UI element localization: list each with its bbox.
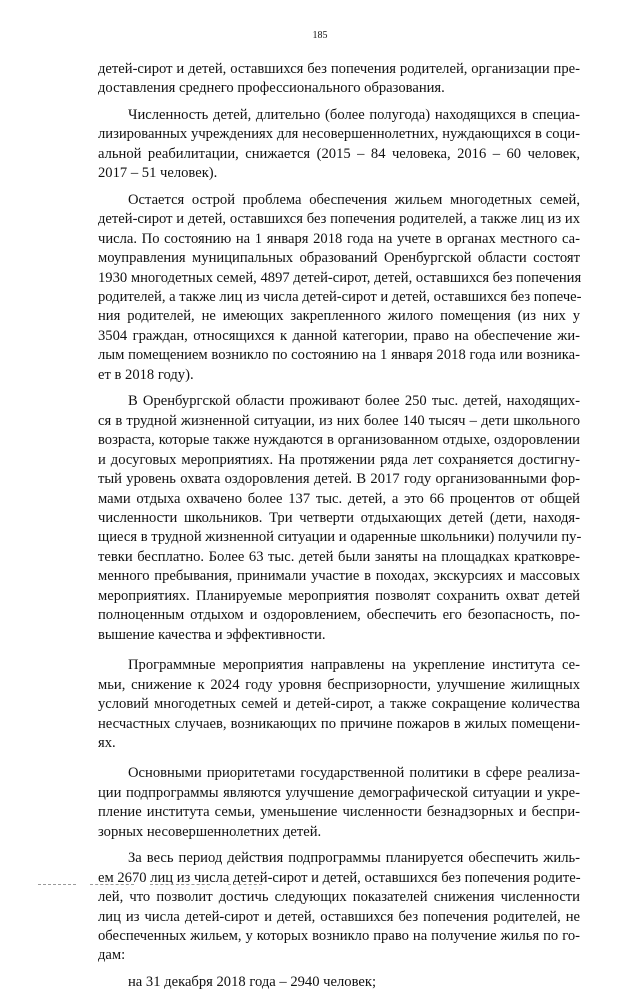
- text-line: ся в трудной жизненной ситуации, из них более 140 тысяч – дети школьного: [98, 412, 580, 429]
- text-line: детей-сирот и детей, оставшихся без попечения родителей, организации пре-: [98, 61, 580, 77]
- paragraph: [98, 392, 580, 645]
- paragraph-gap: [98, 184, 580, 191]
- paragraph: [98, 106, 580, 184]
- text-line: лизированных учреждениях для несовершеннолетних, нуждающихся в соци-: [98, 126, 580, 143]
- text-line: обеспеченных жильем, у которых возникло право на получение жилья по го-: [98, 928, 580, 945]
- paragraph: [98, 973, 580, 992]
- text-line: мероприятиях. Планируемые мероприятия позволят сохранить охват детей: [98, 587, 580, 604]
- paragraph: [98, 764, 580, 842]
- document-body: [98, 60, 580, 992]
- paragraph-gap: [98, 842, 580, 849]
- paragraph-gap: [98, 645, 580, 656]
- text-line: моуправления муниципальных образований Оренбургской области состоят: [98, 250, 580, 267]
- text-line: детей-сирот и детей, оставшихся без попечения родителей, а также лиц из их: [98, 211, 580, 228]
- text-line: Основными приоритетами государственной политики в сфере реализа-: [128, 765, 580, 782]
- text-line: За весь период действия подпрограммы планируется обеспечить жиль-: [128, 850, 580, 867]
- text-line: ции подпрограммы являются улучшение демографической ситуации и укре-: [98, 784, 580, 801]
- text-line: мами отдыха охвачено более 137 тыс. детей, а это 66 процентов от общей: [98, 490, 580, 507]
- text-line: ем 2670 лиц из числа детей-сирот и детей, оставшихся без попечения родите-: [98, 869, 581, 886]
- text-line: полноценным отдыхом и оздоровлением, обеспечить его безопасность, по-: [98, 607, 580, 624]
- text-line: зорных несовершеннолетних детей.: [98, 823, 322, 840]
- text-line: лей, что позволит достичь следующих показателей снижения численности: [98, 889, 580, 906]
- text-line: вышение качества и эффективности.: [98, 626, 326, 643]
- text-line: числа. По состоянию на 1 января 2018 года на учете в органах местного са-: [98, 230, 580, 247]
- text-line: лиц из числа детей-сирот и детей, оставшихся без попечения родителей, не: [98, 908, 580, 925]
- text-line: ния родителей, не имеющих закрепленного жилого помещения (из них у: [98, 308, 580, 325]
- text-line: возраста, которые также нуждаются в организованном отдыхе, оздоровлении: [98, 432, 580, 449]
- text-line: дам:: [98, 947, 126, 964]
- page-number: 185: [312, 30, 328, 41]
- text-line: 1930 многодетных семей, 4897 детей-сирот, детей, оставшихся без попечения: [98, 269, 582, 286]
- footer-mark: [90, 884, 134, 886]
- text-line: ет в 2018 году).: [98, 366, 194, 383]
- text-line: численности школьников. Три четверти отдыхающих детей (дети, находя-: [98, 509, 580, 526]
- text-line: тевки бесплатно. Более 63 тыс. детей были заняты на площадках кратковре-: [98, 548, 580, 565]
- text-line: мьи, снижение к 2024 году уровня беспризорности, улучшение жилищных: [98, 676, 580, 693]
- text-line: условий многодетных семей и детей-сирот, а также сокращение количества: [98, 696, 580, 713]
- text-line: ях.: [98, 734, 116, 751]
- text-line: Программные мероприятия направлены на укрепление института се-: [128, 657, 580, 674]
- paragraph: [98, 191, 580, 386]
- paragraph: [98, 656, 580, 753]
- text-line: несчастных случаев, возникающих по причине пожаров в жилых помещени-: [98, 715, 580, 732]
- text-line: доставления среднего профессионального образования.: [98, 80, 445, 97]
- paragraph: [98, 849, 580, 966]
- footer-mark: [228, 884, 262, 886]
- text-line: менного пребывания, принимали участие в походах, экскурсиях и массовых: [98, 568, 580, 585]
- paragraph-gap: [98, 753, 580, 764]
- paragraph-gap: [98, 385, 580, 392]
- paragraph-gap: [98, 966, 580, 973]
- text-line: 2017 – 51 человек).: [98, 165, 218, 182]
- footer-mark: [38, 884, 76, 886]
- paragraph-gap: [98, 99, 580, 106]
- text-line: лым помещением возникло по состоянию на 1 января 2018 года или возника-: [98, 347, 580, 364]
- text-line: на 31 декабря 2018 года – 2940 человек;: [128, 973, 377, 990]
- text-line: Численность детей, длительно (более полугода) находящихся в специа-: [128, 106, 580, 123]
- scan-footer-marks: [38, 884, 578, 886]
- text-line: родителей, а также лиц из числа детей-сирот и детей, оставшихся без попече-: [98, 288, 582, 305]
- paragraph: [98, 60, 580, 99]
- text-line: пление института семьи, уменьшение численности безнадзорных и беспри-: [98, 804, 580, 821]
- footer-mark: [150, 884, 210, 886]
- text-line: щиеся в трудной жизненной ситуации и одаренные школьники) получили пу-: [98, 529, 582, 546]
- text-line: 3504 граждан, относящихся к данной категории, право на обеспечение жи-: [98, 327, 580, 344]
- text-line: альной реабилитации, снижается (2015 – 84 человека, 2016 – 60 человек,: [98, 145, 580, 162]
- text-line: тый уровень охвата оздоровления детей. В 2017 году организованными фор-: [98, 471, 580, 488]
- text-line: и досуговых мероприятиях. На протяжении ряда лет сохраняется достигну-: [98, 451, 580, 468]
- text-line: В Оренбургской области проживают более 250 тыс. детей, находящих-: [128, 393, 580, 410]
- text-line: Остается острой проблема обеспечения жильем многодетных семей,: [128, 191, 580, 208]
